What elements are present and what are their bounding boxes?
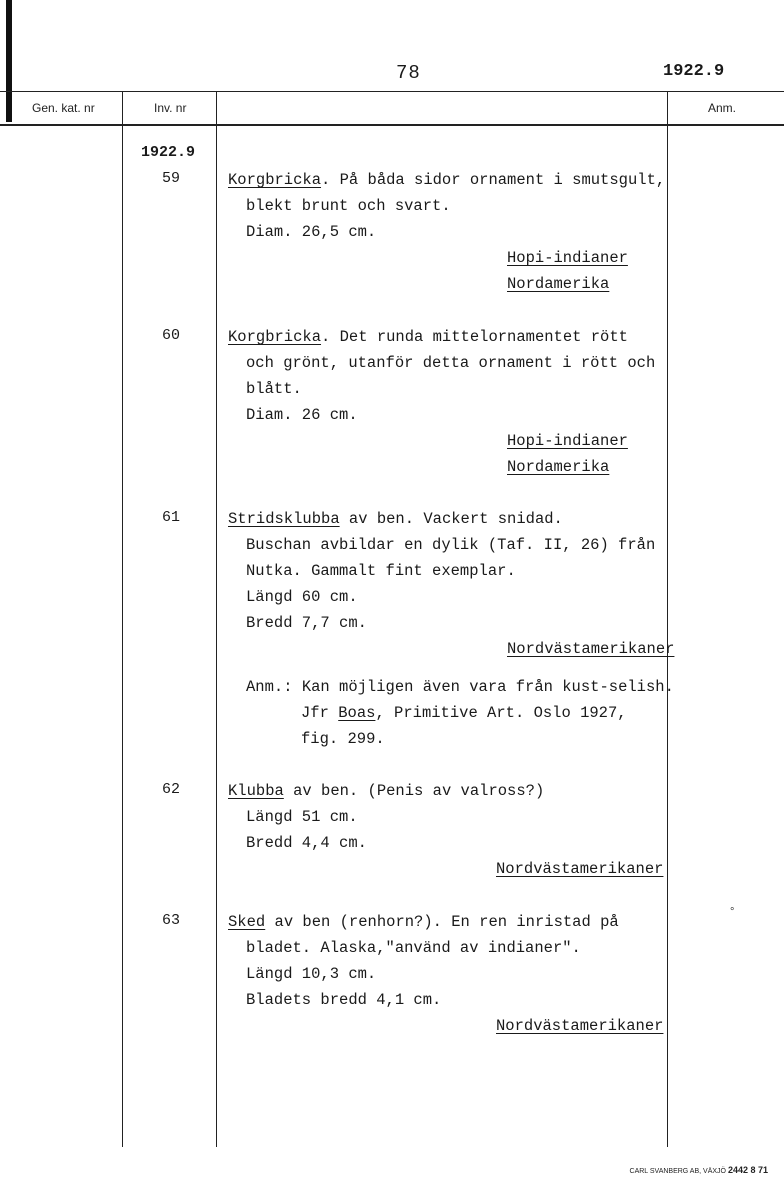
- column-header-anm: Anm.: [708, 101, 737, 115]
- entry-line: blekt brunt och svart.: [246, 197, 451, 215]
- entry-line: [228, 509, 563, 529]
- column-divider-3: [667, 91, 668, 1147]
- column-divider-1: [122, 91, 123, 1147]
- entry-line: Längd 51 cm.: [246, 808, 358, 826]
- inventory-number: 62: [162, 781, 181, 798]
- entry-line: Buschan avbildar en dylik (Taf. II, 26) från: [246, 536, 656, 554]
- entry-line: [228, 327, 628, 347]
- note-text: , Primitive Art. Oslo 1927,: [375, 704, 627, 722]
- entry-text: av ben. (Penis av valross?): [283, 782, 545, 800]
- entry-line: Bredd 7,7 cm.: [246, 614, 367, 632]
- entry-line: Längd 10,3 cm.: [246, 965, 377, 983]
- entry-origin: Hopi-indianer: [507, 249, 628, 267]
- inventory-number: 63: [162, 912, 181, 929]
- page-id: 1922.9: [663, 62, 725, 81]
- entry-line: bladet. Alaska,"använd av indianer".: [246, 939, 581, 957]
- entry-title: Korgbricka: [228, 171, 322, 189]
- entry-line: Längd 60 cm.: [246, 588, 358, 606]
- column-divider-2: [216, 91, 217, 1147]
- entry-text: av ben (renhorn?). En ren inristad på: [265, 913, 619, 931]
- entry-line: blått.: [246, 380, 302, 398]
- note-text: Jfr: [301, 704, 339, 722]
- entry-origin: Hopi-indianer: [507, 432, 628, 450]
- entry-note: [301, 703, 627, 723]
- entry-origin: Nordvästamerikaner: [507, 640, 675, 658]
- note-text: Kan möjligen även vara från kust-selish.: [301, 678, 674, 696]
- entry-line: Bladets bredd 4,1 cm.: [246, 991, 442, 1009]
- entry-line: och grönt, utanför detta ornament i rött och: [246, 354, 656, 372]
- entry-line: Nutka. Gammalt fint exemplar.: [246, 562, 516, 580]
- entry-text: av ben. Vackert snidad.: [339, 510, 563, 528]
- margin-mark: °: [730, 906, 735, 918]
- entry-line: [228, 912, 619, 932]
- entry-origin: Nordamerika: [507, 275, 610, 293]
- inventory-number: 59: [162, 170, 181, 187]
- entry-text: . På båda sidor ornament i smutsgult,: [321, 171, 666, 189]
- entry-line: Bredd 4,4 cm.: [246, 834, 367, 852]
- column-header-gen-kat: Gen. kat. nr: [32, 101, 95, 115]
- note-author: Boas: [338, 704, 376, 722]
- column-header-inv: Inv. nr: [154, 101, 187, 115]
- year-heading: 1922.9: [141, 144, 196, 161]
- inventory-number: 60: [162, 327, 181, 344]
- entry-title: Sked: [228, 913, 266, 931]
- entry-title: Korgbricka: [228, 328, 322, 346]
- entry-text: . Det runda mittelornamentet rött: [321, 328, 628, 346]
- entry-line: [228, 170, 665, 190]
- form-code: 2442 8 71: [727, 1165, 768, 1175]
- note-prefix: Anm.:: [246, 678, 302, 696]
- left-margin-bar: [6, 0, 12, 122]
- entry-title: Klubba: [228, 782, 284, 800]
- entry-line: Diam. 26 cm.: [246, 406, 358, 424]
- entry-origin: Nordvästamerikaner: [496, 860, 664, 878]
- entry-note: fig. 299.: [301, 730, 385, 748]
- page-number: 78: [396, 62, 421, 84]
- entry-line: Diam. 26,5 cm.: [246, 223, 377, 241]
- inventory-number: 61: [162, 509, 181, 526]
- printer-footer: [630, 1165, 768, 1175]
- entry-title: Stridsklubba: [228, 510, 340, 528]
- entry-line: [228, 781, 544, 801]
- entry-origin: Nordamerika: [507, 458, 610, 476]
- printer-name: CARL SVANBERG AB, VÄXJÖ: [629, 1168, 726, 1175]
- entry-note: [246, 677, 674, 697]
- entry-origin: Nordvästamerikaner: [496, 1017, 664, 1035]
